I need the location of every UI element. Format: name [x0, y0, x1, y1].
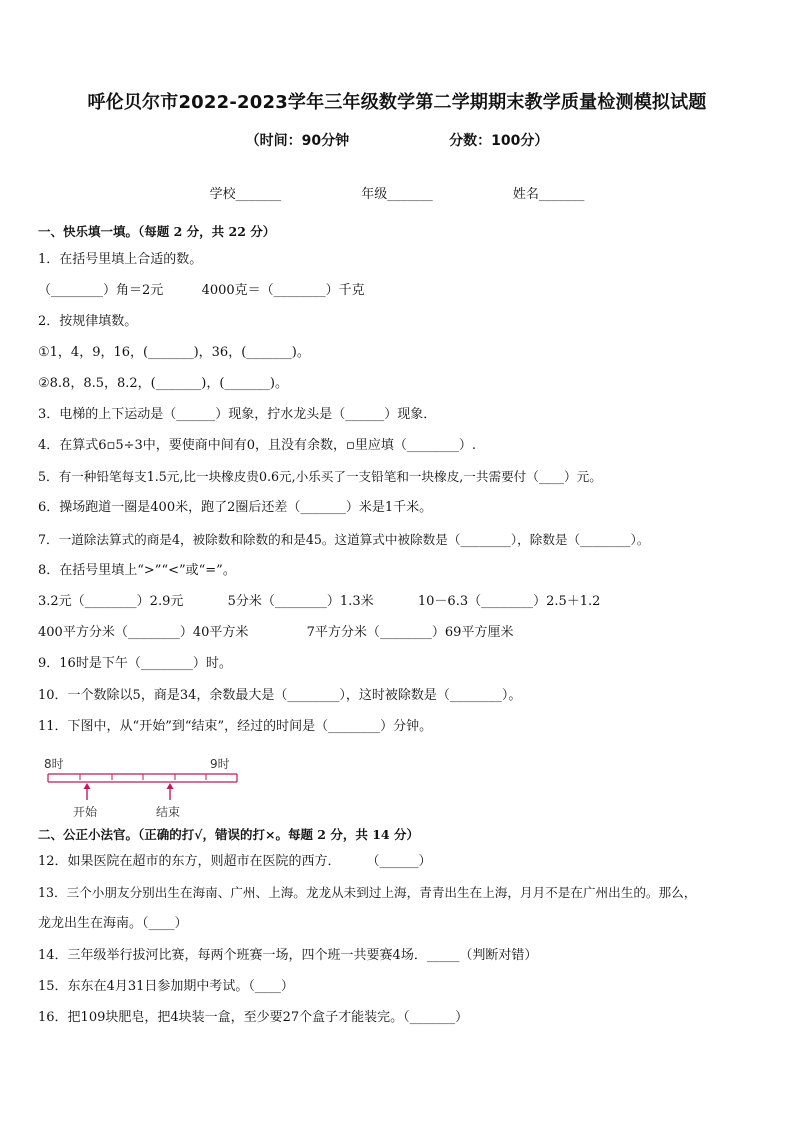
- question-2: 2．按规律填数。: [38, 314, 138, 329]
- school-field: 学校_______: [209, 187, 282, 202]
- question-2-2: ②8.8，8.5，8.2，(_______)，(_______)。: [38, 376, 288, 391]
- question-4: 4．在算式6▫5÷3中，要使商中间有0，且没有余数，▫里应填（________）.: [38, 438, 477, 453]
- question-8-item: 400平方分米（________）40平方米: [38, 625, 249, 640]
- section1-heading: 一、快乐填一填。（每题 2 分，共 22 分）: [38, 224, 276, 239]
- question-15: 15．东东在4月31日参加期中考试。（____）: [38, 979, 294, 994]
- question-13: 13．三个小朋友分别出生在海南、广州、上海。龙龙从未到过上海，青青出生在上海，月月不是在广州出生的。那么，: [38, 885, 697, 900]
- timeline-diagram: [40, 756, 250, 822]
- question-7: 7．一道除法算式的商是4，被除数和除数的和是45。这道算式中被除数是（________），除数是（________）。: [38, 532, 650, 547]
- question-8-item: 5分米（________）1.3米: [227, 594, 374, 609]
- exam-time: （时间：90分钟: [245, 133, 350, 149]
- question-2-1: ①1，4，9，16，(_______)，36，(_______)。: [38, 345, 310, 360]
- question-1-a: （________）角＝2元: [38, 283, 164, 298]
- question-14: 14．三年级举行拔河比赛，每两个班赛一场，四个班一共要赛4场．_____（判断对错）: [38, 948, 538, 963]
- question-11: 11．下图中，从“开始”到“结束”，经过的时间是（________）分钟。: [38, 719, 433, 734]
- question-12: 12．如果医院在超市的东方，则超市在医院的西方． （______）: [38, 854, 432, 869]
- question-1-answers: [38, 282, 365, 300]
- end-arrow-head: [167, 783, 174, 789]
- subtitle: [0, 130, 794, 150]
- name-field: 姓名_______: [512, 187, 585, 202]
- question-6: 6．操场跑道一圈是400米，跑了2圈后还差（_______）米是1千米。: [38, 500, 433, 515]
- grade-field: 年级_______: [361, 187, 433, 202]
- start-arrow-head: [84, 783, 91, 789]
- question-5: 5．有一种铅笔每支1.5元,比一块橡皮贵0.6元,小乐买了一支铅笔和一块橡皮,一共需要付（____）元。: [38, 469, 602, 484]
- question-8-item: 7平方分米（________）69平方厘米: [306, 625, 514, 640]
- question-8-item: 10－6.3（________）2.5＋1.2: [417, 594, 601, 609]
- start-label: 开始: [73, 805, 98, 819]
- question-1: 1．在括号里填上合适的数。: [38, 252, 203, 267]
- question-8: 8．在括号里填上“>”“<”或“=”。: [38, 563, 236, 578]
- question-8-row-2: [38, 624, 513, 642]
- student-info: [0, 183, 794, 202]
- section2-heading: 二、公正小法官。（正确的打√，错误的打×。每题 2 分，共 14 分）: [38, 827, 419, 842]
- timeline-left-label: 8时: [44, 757, 64, 771]
- exam-score: 分数：100分）: [449, 133, 549, 149]
- question-16: 16．把109块肥皂，把4块装一盒，至少要27个盒子才能装完。（_______）: [38, 1010, 469, 1025]
- question-9: 9．16时是下午（________）时。: [38, 656, 232, 671]
- question-8-row-1: [38, 593, 600, 611]
- question-3: 3．电梯的上下运动是（______）现象，拧水龙头是（______）现象．: [38, 407, 437, 422]
- timeline-figure: [40, 756, 250, 826]
- question-8-item: 3.2元（________）2.9元: [38, 594, 184, 609]
- question-10: 10．一个数除以5，商是34，余数最大是（________），这时被除数是（________）。: [38, 688, 522, 703]
- page-title: 呼伦贝尔市2022-2023学年三年级数学第二学期期末教学质量检测模拟试题: [87, 92, 707, 113]
- timeline-right-label: 9时: [210, 757, 230, 771]
- question-1-b: 4000克＝（________）千克: [201, 283, 365, 298]
- end-label: 结束: [156, 805, 181, 819]
- question-13-cont: 龙龙出生在海南。（____）: [38, 916, 188, 931]
